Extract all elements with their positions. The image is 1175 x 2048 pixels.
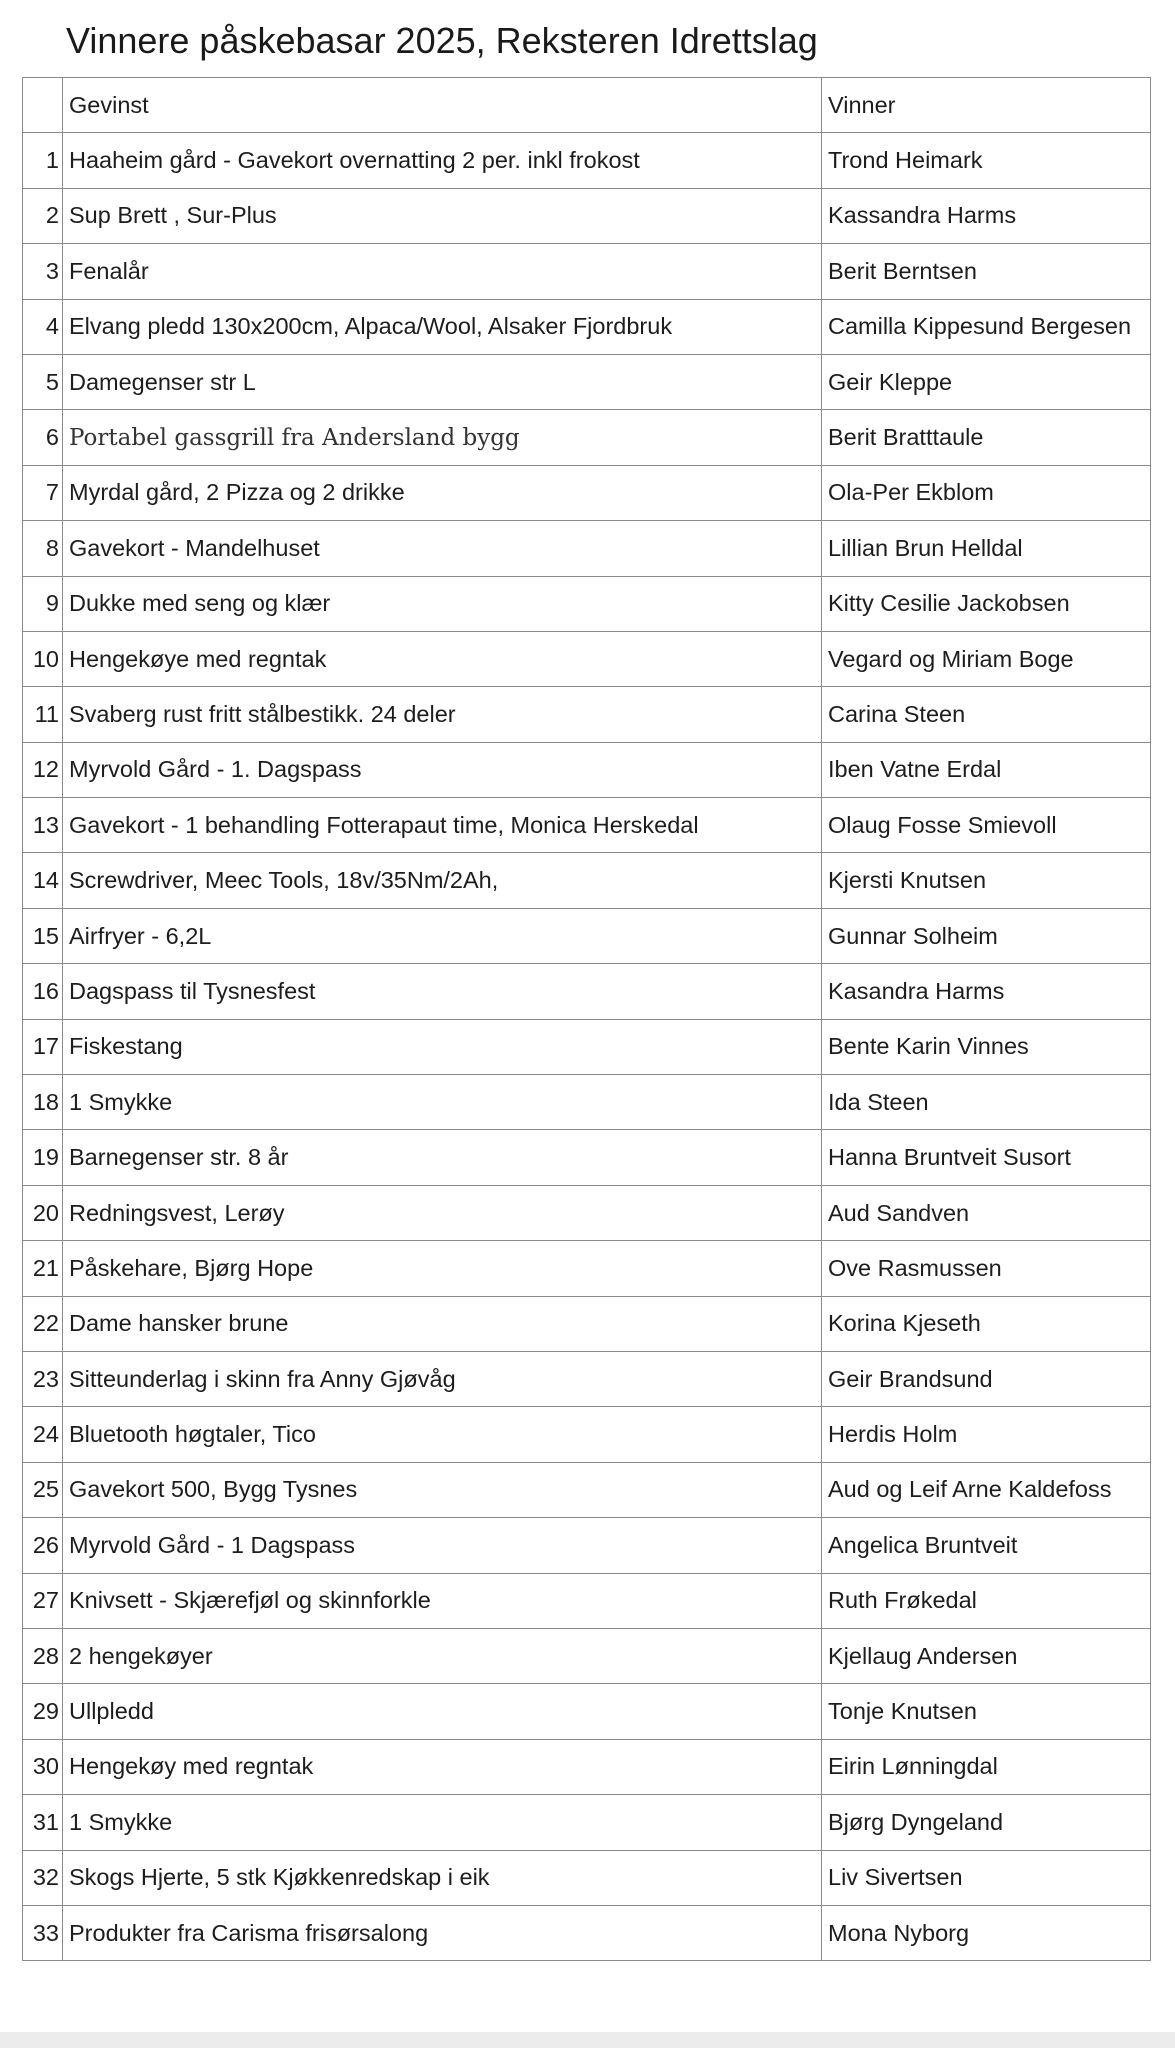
- row-number: 14: [23, 853, 63, 908]
- prize-cell: Knivsett - Skjærefjøl og skinnforkle: [63, 1573, 822, 1628]
- prize-cell: Sup Brett , Sur-Plus: [63, 188, 822, 243]
- winner-cell: Trond Heimark: [822, 133, 1151, 188]
- winner-cell: Berit Bratttaule: [822, 410, 1151, 465]
- winner-cell: Liv Sivertsen: [822, 1850, 1151, 1905]
- table-row: [23, 1019, 1151, 1074]
- page-title: Vinnere påskebasar 2025, Reksteren Idrettslag: [66, 20, 818, 61]
- prize-cell: Myrdal gård, 2 Pizza og 2 drikke: [63, 465, 822, 520]
- row-number: 8: [23, 521, 63, 576]
- table-row: [23, 299, 1151, 354]
- table-row: [23, 410, 1151, 465]
- table-row: [23, 354, 1151, 409]
- row-number: 19: [23, 1130, 63, 1185]
- header-number: [23, 78, 63, 133]
- row-number: 12: [23, 742, 63, 797]
- table-row: [23, 742, 1151, 797]
- table-row: [23, 1296, 1151, 1351]
- row-number: 3: [23, 244, 63, 299]
- prize-cell: Barnegenser str. 8 år: [63, 1130, 822, 1185]
- winner-cell: Herdis Holm: [822, 1407, 1151, 1462]
- table-row: [23, 687, 1151, 742]
- row-number: 27: [23, 1573, 63, 1628]
- row-number: 7: [23, 465, 63, 520]
- prize-cell: Sitteunderlag i skinn fra Anny Gjøvåg: [63, 1351, 822, 1406]
- winner-cell: Bjørg Dyngeland: [822, 1795, 1151, 1850]
- table-row: [23, 1130, 1151, 1185]
- row-number: 16: [23, 964, 63, 1019]
- winner-cell: Bente Karin Vinnes: [822, 1019, 1151, 1074]
- row-number: 18: [23, 1075, 63, 1130]
- row-number: 21: [23, 1241, 63, 1296]
- table-row: [23, 1075, 1151, 1130]
- header-prize: Gevinst: [63, 78, 822, 133]
- winner-cell: Camilla Kippesund Bergesen: [822, 299, 1151, 354]
- bottom-band: [0, 2032, 1175, 2048]
- winner-cell: Kasandra Harms: [822, 964, 1151, 1019]
- winner-cell: Lillian Brun Helldal: [822, 521, 1151, 576]
- table-row: [23, 1795, 1151, 1850]
- table-row: [23, 1407, 1151, 1462]
- row-number: 2: [23, 188, 63, 243]
- winner-cell: Geir Kleppe: [822, 354, 1151, 409]
- prize-cell: Hengekøy med regntak: [63, 1739, 822, 1794]
- winner-cell: Vegard og Miriam Boge: [822, 631, 1151, 686]
- table-row: [23, 465, 1151, 520]
- table-row: [23, 576, 1151, 631]
- prize-cell: Gavekort - Mandelhuset: [63, 521, 822, 576]
- table-row: [23, 188, 1151, 243]
- winner-cell: Ida Steen: [822, 1075, 1151, 1130]
- prize-cell: Fiskestang: [63, 1019, 822, 1074]
- table-row: [23, 1684, 1151, 1739]
- winner-cell: Kjellaug Andersen: [822, 1628, 1151, 1683]
- row-number: 17: [23, 1019, 63, 1074]
- row-number: 29: [23, 1684, 63, 1739]
- prize-cell: Gavekort 500, Bygg Tysnes: [63, 1462, 822, 1517]
- prize-cell: Haaheim gård - Gavekort overnatting 2 per. inkl frokost: [63, 133, 822, 188]
- row-number: 24: [23, 1407, 63, 1462]
- table-row: [23, 1905, 1151, 1960]
- winner-cell: Olaug Fosse Smievoll: [822, 798, 1151, 853]
- prize-cell: Myrvold Gård - 1. Dagspass: [63, 742, 822, 797]
- prize-cell: Screwdriver, Meec Tools, 18v/35Nm/2Ah,: [63, 853, 822, 908]
- row-number: 33: [23, 1905, 63, 1960]
- table-row: [23, 1573, 1151, 1628]
- winner-cell: Carina Steen: [822, 687, 1151, 742]
- row-number: 20: [23, 1185, 63, 1240]
- row-number: 30: [23, 1739, 63, 1794]
- prize-cell: Damegenser str L: [63, 354, 822, 409]
- winner-cell: Berit Berntsen: [822, 244, 1151, 299]
- winner-cell: Korina Kjeseth: [822, 1296, 1151, 1351]
- winner-cell: Geir Brandsund: [822, 1351, 1151, 1406]
- table-row: [23, 1850, 1151, 1905]
- winner-cell: Kitty Cesilie Jackobsen: [822, 576, 1151, 631]
- row-number: 1: [23, 133, 63, 188]
- winner-cell: Eirin Lønningdal: [822, 1739, 1151, 1794]
- winner-cell: Ove Rasmussen: [822, 1241, 1151, 1296]
- table-row: [23, 1739, 1151, 1794]
- winner-cell: Aud Sandven: [822, 1185, 1151, 1240]
- winner-cell: Angelica Bruntveit: [822, 1518, 1151, 1573]
- table-row: [23, 798, 1151, 853]
- table-row: [23, 1628, 1151, 1683]
- table-row: [23, 1351, 1151, 1406]
- prize-cell: 1 Smykke: [63, 1075, 822, 1130]
- row-number: 9: [23, 576, 63, 631]
- row-number: 5: [23, 354, 63, 409]
- table-header-row: [23, 78, 1151, 133]
- prize-cell: Airfryer - 6,2L: [63, 908, 822, 963]
- table-row: [23, 1185, 1151, 1240]
- table-row: [23, 631, 1151, 686]
- prize-cell: Skogs Hjerte, 5 stk Kjøkkenredskap i eik: [63, 1850, 822, 1905]
- winners-table: [22, 77, 1151, 1961]
- winner-cell: Gunnar Solheim: [822, 908, 1151, 963]
- prize-cell: Produkter fra Carisma frisørsalong: [63, 1905, 822, 1960]
- row-number: 11: [23, 687, 63, 742]
- prize-cell: Portabel gassgrill fra Andersland bygg: [63, 410, 822, 465]
- row-number: 10: [23, 631, 63, 686]
- winner-cell: Mona Nyborg: [822, 1905, 1151, 1960]
- winner-cell: Hanna Bruntveit Susort: [822, 1130, 1151, 1185]
- prize-cell: Elvang pledd 130x200cm, Alpaca/Wool, Alsaker Fjordbruk: [63, 299, 822, 354]
- prize-cell: Fenalår: [63, 244, 822, 299]
- winner-cell: Ola-Per Ekblom: [822, 465, 1151, 520]
- prize-cell: Ullpledd: [63, 1684, 822, 1739]
- winner-cell: Iben Vatne Erdal: [822, 742, 1151, 797]
- header-winner: Vinner: [822, 78, 1151, 133]
- table-row: [23, 133, 1151, 188]
- prize-cell: Påskehare, Bjørg Hope: [63, 1241, 822, 1296]
- row-number: 15: [23, 908, 63, 963]
- winner-cell: Kjersti Knutsen: [822, 853, 1151, 908]
- table-row: [23, 1462, 1151, 1517]
- prize-cell: Redningsvest, Lerøy: [63, 1185, 822, 1240]
- winner-cell: Aud og Leif Arne Kaldefoss: [822, 1462, 1151, 1517]
- row-number: 25: [23, 1462, 63, 1517]
- row-number: 4: [23, 299, 63, 354]
- prize-cell: Gavekort - 1 behandling Fotterapaut time, Monica Herskedal: [63, 798, 822, 853]
- table-row: [23, 521, 1151, 576]
- row-number: 32: [23, 1850, 63, 1905]
- table-row: [23, 1518, 1151, 1573]
- table-row: [23, 853, 1151, 908]
- prize-cell: Myrvold Gård - 1 Dagspass: [63, 1518, 822, 1573]
- prize-cell: 2 hengekøyer: [63, 1628, 822, 1683]
- prize-cell: Svaberg rust fritt stålbestikk. 24 deler: [63, 687, 822, 742]
- prize-cell: 1 Smykke: [63, 1795, 822, 1850]
- prize-cell: Bluetooth høgtaler, Tico: [63, 1407, 822, 1462]
- row-number: 23: [23, 1351, 63, 1406]
- prize-cell: Dame hansker brune: [63, 1296, 822, 1351]
- row-number: 22: [23, 1296, 63, 1351]
- row-number: 28: [23, 1628, 63, 1683]
- prize-cell: Dagspass til Tysnesfest: [63, 964, 822, 1019]
- winner-cell: Tonje Knutsen: [822, 1684, 1151, 1739]
- row-number: 13: [23, 798, 63, 853]
- table-row: [23, 964, 1151, 1019]
- table-row: [23, 908, 1151, 963]
- table-row: [23, 1241, 1151, 1296]
- row-number: 6: [23, 410, 63, 465]
- row-number: 31: [23, 1795, 63, 1850]
- winner-cell: Ruth Frøkedal: [822, 1573, 1151, 1628]
- winner-cell: Kassandra Harms: [822, 188, 1151, 243]
- prize-cell: Dukke med seng og klær: [63, 576, 822, 631]
- row-number: 26: [23, 1518, 63, 1573]
- table-row: [23, 244, 1151, 299]
- prize-cell: Hengekøye med regntak: [63, 631, 822, 686]
